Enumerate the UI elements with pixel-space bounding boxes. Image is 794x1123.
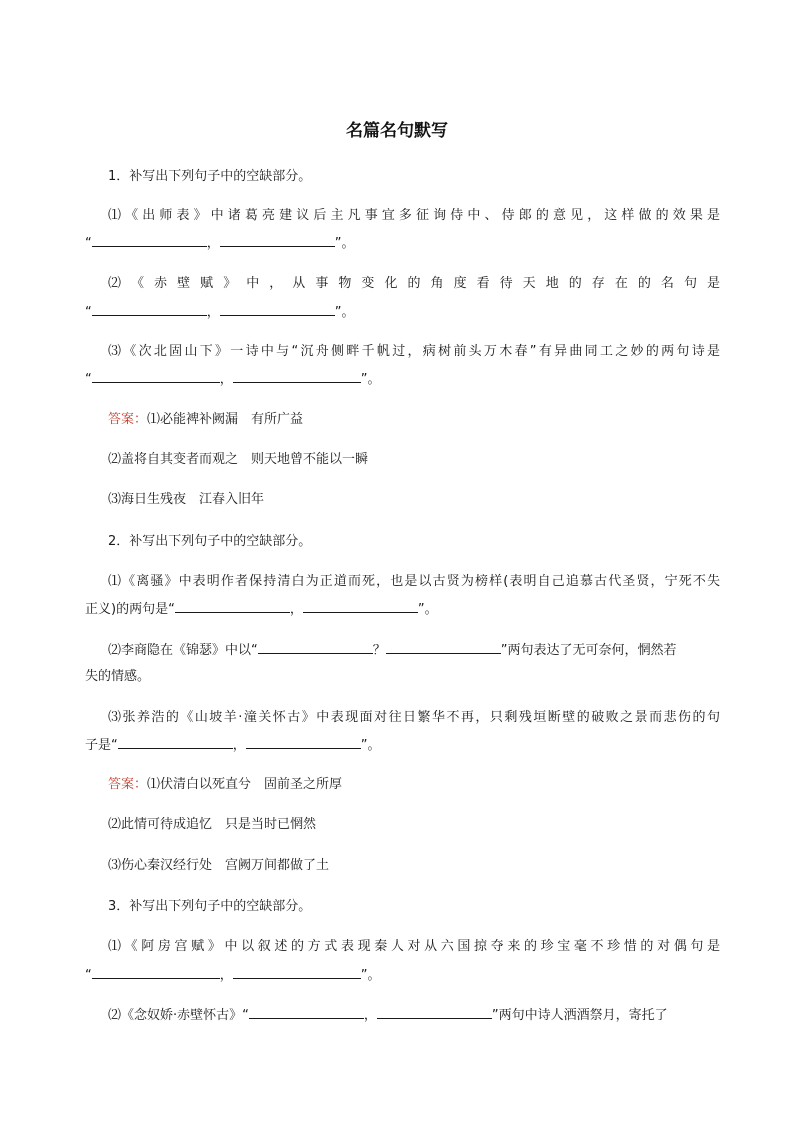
q1-answer-2: ⑵盖将自其变者而观之 则天地曾不能以一瞬 — [108, 452, 369, 467]
question-1-heading: 1．补写出下列句子中的空缺部分。 — [108, 169, 312, 184]
q2-item-1-blanks: 正义)的两句是“ ， ”。 — [85, 602, 438, 617]
q2-answer-2: ⑵此情可待成追忆 只是当时已惘然 — [108, 817, 317, 832]
q1-answer-3: ⑶海日生残夜 江春入旧年 — [108, 492, 265, 507]
fill-blank[interactable] — [303, 600, 418, 613]
q1-item-1-blanks: “ ， ”。 — [85, 236, 355, 251]
q2-item-2-text: ⑵李商隐在《锦瑟》中以“ ？ ”两句表达了无可奈何，惘然若 — [108, 643, 677, 658]
question-3-heading: 3．补写出下列句子中的空缺部分。 — [108, 899, 312, 914]
fill-blank[interactable] — [246, 736, 361, 749]
q2-answer-3: ⑶伤心秦汉经行处 宫阙万间都做了土 — [108, 858, 330, 873]
fill-blank[interactable] — [92, 966, 220, 979]
fill-blank[interactable] — [258, 641, 373, 654]
q1-item-2-blanks: “ ， ”。 — [85, 305, 355, 320]
q1-item-1-text: ⑴《出师表》中诸葛亮建议后主凡事宜多征询侍中、侍郎的意见，这样做的效果是 — [108, 208, 720, 223]
q2-item-3-blanks: 子是“ ， ”。 — [85, 738, 381, 753]
q3-item-1-text: ⑴《阿房宫赋》中以叙述的方式表现秦人对从六国掠夺来的珍宝毫不珍惜的对偶句是 — [108, 939, 720, 954]
q2-item-3-text: ⑶张养浩的《山坡羊·潼关怀古》中表现面对往日繁华不再，只剩残垣断壁的破败之景而悲伤的句 — [108, 710, 720, 725]
q3-item-1-blanks: “ ， ”。 — [85, 968, 381, 983]
fill-blank[interactable] — [233, 966, 361, 979]
question-2-heading: 2．补写出下列句子中的空缺部分。 — [108, 534, 312, 549]
fill-blank[interactable] — [92, 370, 220, 383]
fill-blank[interactable] — [92, 303, 207, 316]
q2-answer-1: 答案：⑴伏清白以死直兮 固前圣之所厚 — [108, 777, 343, 792]
answer-label: 答案： — [108, 777, 148, 792]
q2-item-1-text: ⑴《离骚》中表明作者保持清白为正道而死，也是以古贤为榜样(表明自己追慕古代圣贤，宁死不失 — [108, 574, 720, 589]
fill-blank[interactable] — [220, 303, 335, 316]
fill-blank[interactable] — [249, 1006, 364, 1019]
q1-item-2-text: ⑵《赤壁赋》中，从事物变化的角度看待天地的存在的名句是 — [108, 276, 720, 291]
q1-item-3-text: ⑶《次北固山下》一诗中与“沉舟侧畔千帆过，病树前头万木春”有异曲同工之妙的两句诗是 — [108, 344, 720, 359]
fill-blank[interactable] — [92, 234, 207, 247]
q1-answer-1: 答案：⑴必能裨补阙漏 有所广益 — [108, 412, 304, 427]
q2-item-2-continued: 失的情感。 — [85, 669, 151, 684]
answer-label: 答案： — [108, 412, 148, 427]
q3-item-2-text: ⑵《念奴娇·赤壁怀古》“ ， ”两句中诗人洒酒祭月，寄托了 — [108, 1008, 668, 1023]
q1-item-3-blanks: “ ， ”。 — [85, 372, 381, 387]
fill-blank[interactable] — [118, 736, 233, 749]
fill-blank[interactable] — [233, 370, 361, 383]
fill-blank[interactable] — [377, 1006, 492, 1019]
fill-blank[interactable] — [386, 641, 501, 654]
fill-blank[interactable] — [175, 600, 290, 613]
fill-blank[interactable] — [220, 234, 335, 247]
page-title: 名篇名句默写 — [346, 121, 448, 141]
